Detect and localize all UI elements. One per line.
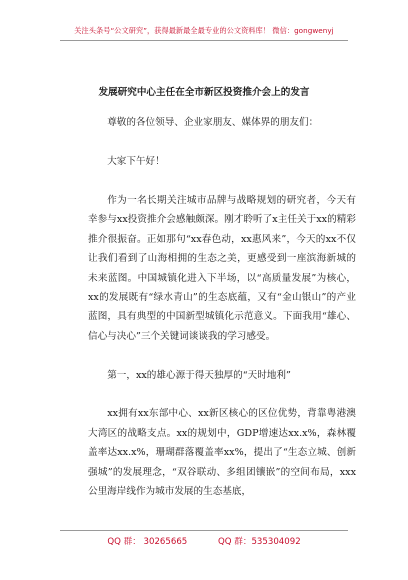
document-body (88, 94, 356, 501)
greeting: 大家下午好！ (107, 156, 165, 168)
footer-divider (60, 530, 348, 531)
header-divider (60, 40, 348, 41)
spacer (88, 133, 356, 152)
document-title: 发展研究中心主任在全市新区投资推介会上的发言 (98, 87, 310, 98)
footer-qq-group-1: QQ 群： 30265665 (107, 537, 188, 547)
paragraph-intro: 作为一名长期关注城市品牌与战略规划的研究者，今天有幸参与xx投资推介会感触颇深。刚才聆听了x主任关于xx的精彩推介很振奋。正如那句“xx春色动，xx惠风来”，今天的xx不仅让我们看到了山海相拥的生态之美，更感受到一座滨海新城的未来蓝图。中国城镇化进入下半场，以“高质量发展”为核心，xx的发展既有“绿水青山”的生态底蕴，又有“金山银山”的产业蓝图，具有典型的中国新型城镇化示范意义。下面我用“雄心、信心与决心”三个关键词谈谈我的学习感受。 (88, 194, 356, 342)
paragraph-section-1: xx拥有xx东部中心、xx新区核心的区位优势，背靠粤港澳大湾区的战略支点。xx的规划中，GDP增速达xx.x%，森林覆盖率达xx.x%，珊瑚群落覆盖率xx%，提出了“生态立城、创新强城”的发展理念，“双谷联动、多组团镶嵌”的空间布局，xxx公里海岸线作为城市发展的生态基底， (88, 408, 356, 498)
footer-contact (0, 535, 408, 547)
spacer (88, 172, 356, 191)
header-promo-text: 关注头条号“公文研究”，获得最新最全最专业的公文资料库！ 微信：gongwenyj (74, 26, 334, 35)
spacer (88, 346, 356, 365)
footer-qq-group-2: QQ 群：535304092 (218, 537, 301, 547)
spacer (88, 385, 356, 404)
spacer (88, 94, 356, 113)
salutation: 尊敬的各位领导、企业家朋友、媒体界的朋友们： (107, 117, 319, 129)
section-heading-1: 第一，xx的雄心源于得天独厚的“天时地利” (107, 369, 291, 381)
